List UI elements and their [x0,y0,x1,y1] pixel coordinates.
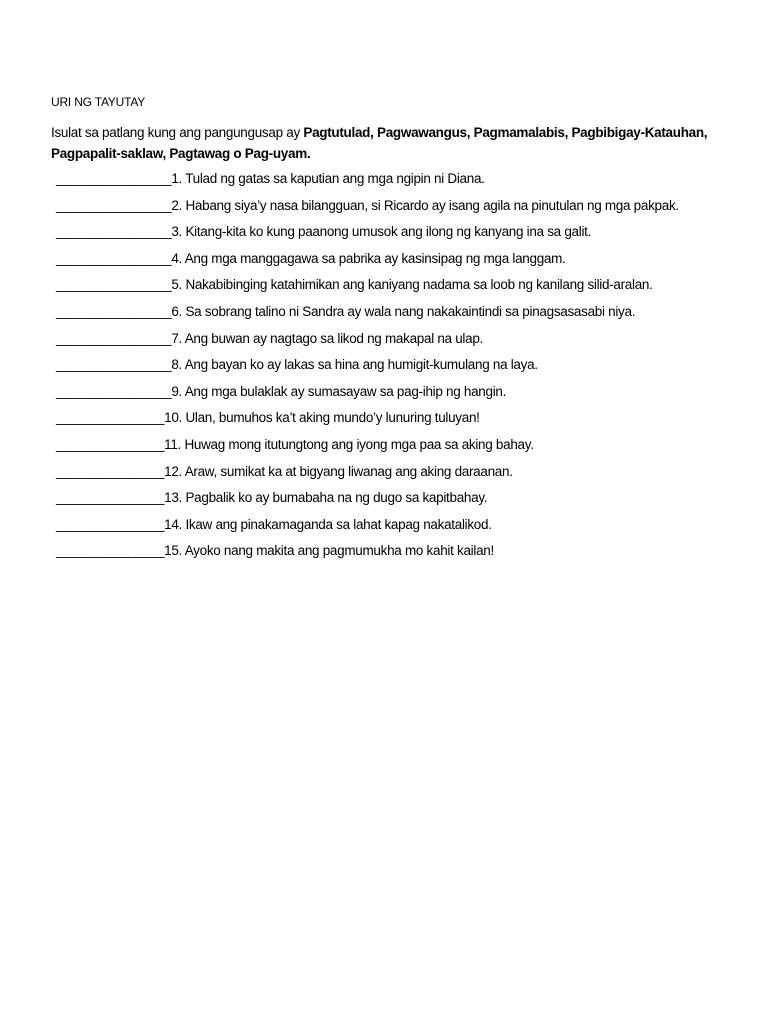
page-title: URI NG TAYUTAY [51,95,146,109]
exercise-item-5 [56,276,736,303]
exercise-text: 11. Huwag mong itutungtong ang iyong mga paa sa aking bahay. [164,436,534,452]
exercise-text: 6. Sa sobrang talino ni Sandra ay wala nang nakakaintindi sa pinagsasasabi niya. [171,303,636,319]
answer-blank[interactable]: ________________ [56,357,172,373]
answer-blank[interactable]: ________________ [56,277,172,293]
exercise-item-4 [56,250,736,277]
exercise-item-10 [56,409,736,436]
exercise-item-2 [56,197,736,224]
answer-blank[interactable]: ________________ [56,250,172,266]
exercise-item-3 [56,223,736,250]
exercise-item-6 [56,303,736,330]
answer-blank[interactable]: _______________ [56,436,165,452]
exercise-text: 9. Ang mga bulaklak ay sumasayaw sa pag-ihip ng hangin. [171,383,507,399]
instruction-types: Pagtutulad, Pagwawangus, Pagmamalabis, Pagbibigay-Katauhan, Pagpapalit-saklaw, Pagtawag o Pag-uyam. [51,125,708,161]
answer-blank[interactable]: _______________ [56,516,165,532]
exercise-text: 10. Ulan, bumuhos ka’t aking mundo’y lunuring tuluyan! [164,410,480,426]
exercise-text: 4. Ang mga manggagawa sa pabrika ay kasinsipag ng mga langgam. [171,250,566,266]
exercise-text: 13. Pagbalik ko ay bumabaha na ng dugo sa kapitbahay. [164,490,488,506]
exercise-item-12 [56,463,736,490]
answer-blank[interactable]: _______________ [56,490,165,506]
exercise-item-7 [56,330,736,357]
exercise-text: 14. Ikaw ang pinakamaganda sa lahat kapag nakatalikod. [164,516,492,532]
exercise-text: 8. Ang bayan ko ay lakas sa hina ang humigit-kumulang na laya. [171,357,538,373]
exercise-text: 3. Kitang-kita ko kung paanong umusok ang ilong ng kanyang ina sa galit. [171,224,592,240]
answer-blank[interactable]: ________________ [56,197,172,213]
exercise-text: 1. Tulad ng gatas sa kaputian ang mga ngipin ni Diana. [171,171,485,186]
answer-blank[interactable]: ________________ [56,171,172,186]
exercise-text: 5. Nakabibinging katahimikan ang kaniyang nadama sa loob ng kanilang silid-aralan. [171,277,653,293]
exercise-item-11 [56,436,736,463]
exercise-text: 7. Ang buwan ay nagtago sa likod ng makapal na ulap. [171,330,483,346]
exercise-item-14 [56,516,736,543]
exercise-item-13 [56,489,736,516]
answer-blank[interactable]: ________________ [56,303,172,319]
exercise-text: 2. Habang siya’y nasa bilangguan, si Ricardo ay isang agila na pinutulan ng mga pakpak. [171,197,679,213]
exercise-text: 15. Ayoko nang makita ang pagmumukha mo kahit kailan! [164,543,494,559]
instructions [51,122,711,164]
answer-blank[interactable]: ________________ [56,330,172,346]
exercise-text: 12. Araw, sumikat ka at bigyang liwanag ang aking daraanan. [164,463,513,479]
exercise-list [56,170,736,569]
exercise-item-1 [56,170,736,197]
answer-blank[interactable]: _______________ [56,543,165,559]
answer-blank[interactable]: ________________ [56,383,172,399]
answer-blank[interactable]: _______________ [56,463,165,479]
answer-blank[interactable]: _______________ [56,410,165,426]
instruction-prefix: Isulat sa patlang kung ang pangungusap ay [51,125,304,140]
exercise-item-9 [56,383,736,410]
answer-blank[interactable]: ________________ [56,224,172,240]
exercise-item-8 [56,356,736,383]
exercise-item-15 [56,542,736,569]
